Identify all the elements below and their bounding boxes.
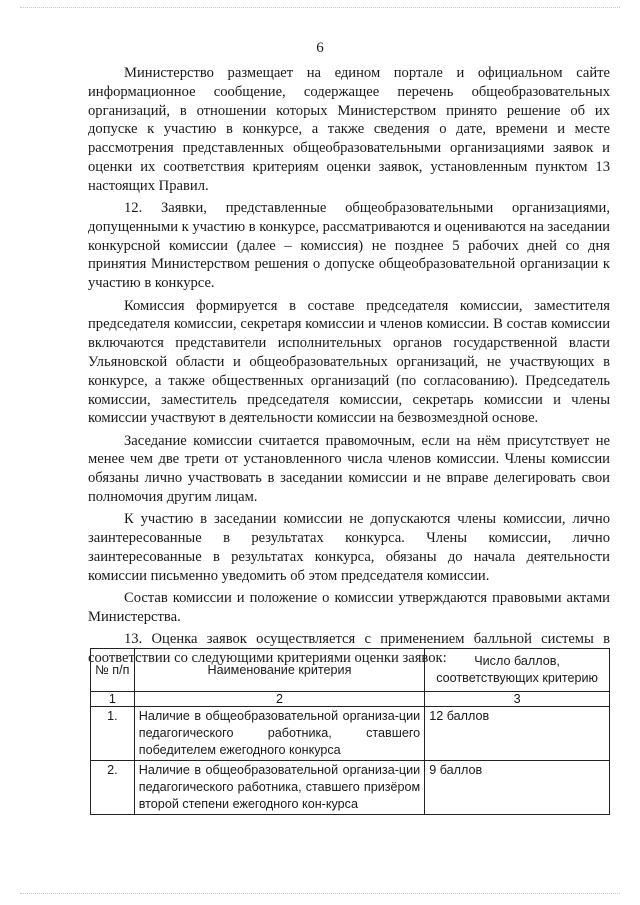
paragraph: Заседание комиссии считается правомочным, если на нём присутствует не менее чем две трети от установленного числа членов комиссии. Члены комиссии обязаны лично участвовать в заседании комиссии и не вправе делегировать свои полномочия другим лицам. [88, 432, 610, 506]
index-cell: 2 [134, 692, 424, 707]
table-row [91, 761, 610, 815]
row-number: 1. [91, 707, 135, 761]
row-criterion: Наличие в общеобразовательной организа-ции педагогического работника, ставшего победителем ежегодного конкурса [134, 707, 424, 761]
index-cell: 3 [425, 692, 610, 707]
row-number: 2. [91, 761, 135, 815]
page-number: 6 [316, 40, 324, 56]
row-points: 12 баллов [425, 707, 610, 761]
scan-artifact-top [20, 7, 620, 9]
paragraph: 12. Заявки, представленные общеобразовательными организациями, допущенными к участию в конкурсе, рассматриваются и оцениваются на заседании конкурсной комиссии (далее – комиссия) не позднее 5 рабочих дней со дня принятия Министерством решения о допуске общеобразовательной организации к участию в конкурсе. [88, 200, 610, 292]
table-row [91, 707, 610, 761]
table-header-row [91, 649, 610, 692]
paragraph: 13. Оценка заявок осуществляется с применением балльной системы в соответствии со следующими критериями оценки заявок: [88, 631, 610, 666]
paragraph: К участию в заседании комиссии не допускаются члены комиссии, лично заинтересованные в результатах конкурса. Члены комиссии, лично заинтересованные в результатах конкурса, обязаны до начала деятельности комиссии письменно уведомить об этом председателя комиссии. [88, 511, 610, 584]
paragraph: Министерство размещает на едином портале и официальном сайте информационное сообщение, содержащее перечень общеобразовательных организаций, в отношении которых Министерством принято решение об их допуске к участию в конкурсе, а также сведения о дате, времени и месте рассмотрения представленных общеобразовательными организациями заявок и оценки их соответствия критериям оценки заявок, установленным пунктом 13 настоящих Правил. [88, 65, 610, 194]
paragraph: Комиссия формируется в составе председателя комиссии, заместителя председателя комиссии, секретаря комиссии и членов комиссии. В состав комиссии включаются представители исполнительных органов государственной власти Ульяновской области и общеобразовательных организаций, не участвующих в конкурсе, а также общественных организаций (по согласованию). Председатель комиссии, заместитель председателя комиссии, секретарь комиссии и члены комиссии участвуют в деятельности комиссии на безвозмездной основе. [88, 297, 610, 427]
table-index-row [91, 692, 610, 707]
criteria-table [90, 648, 610, 815]
body-text [88, 64, 610, 671]
row-criterion: Наличие в общеобразовательной организа-ции педагогического работника, ставшего призёром второй степени ежегодного кон-курса [134, 761, 424, 815]
column-header-points: Число баллов, соответствующих критерию [425, 649, 610, 692]
column-header-criterion: Наименование критерия [134, 649, 424, 692]
row-points: 9 баллов [425, 761, 610, 815]
scan-artifact-bottom [20, 893, 620, 895]
paragraph: Состав комиссии и положение о комиссии утверждаются правовыми актами Министерства. [88, 590, 610, 625]
index-cell: 1 [91, 692, 135, 707]
column-header-number: № п/п [91, 649, 135, 692]
